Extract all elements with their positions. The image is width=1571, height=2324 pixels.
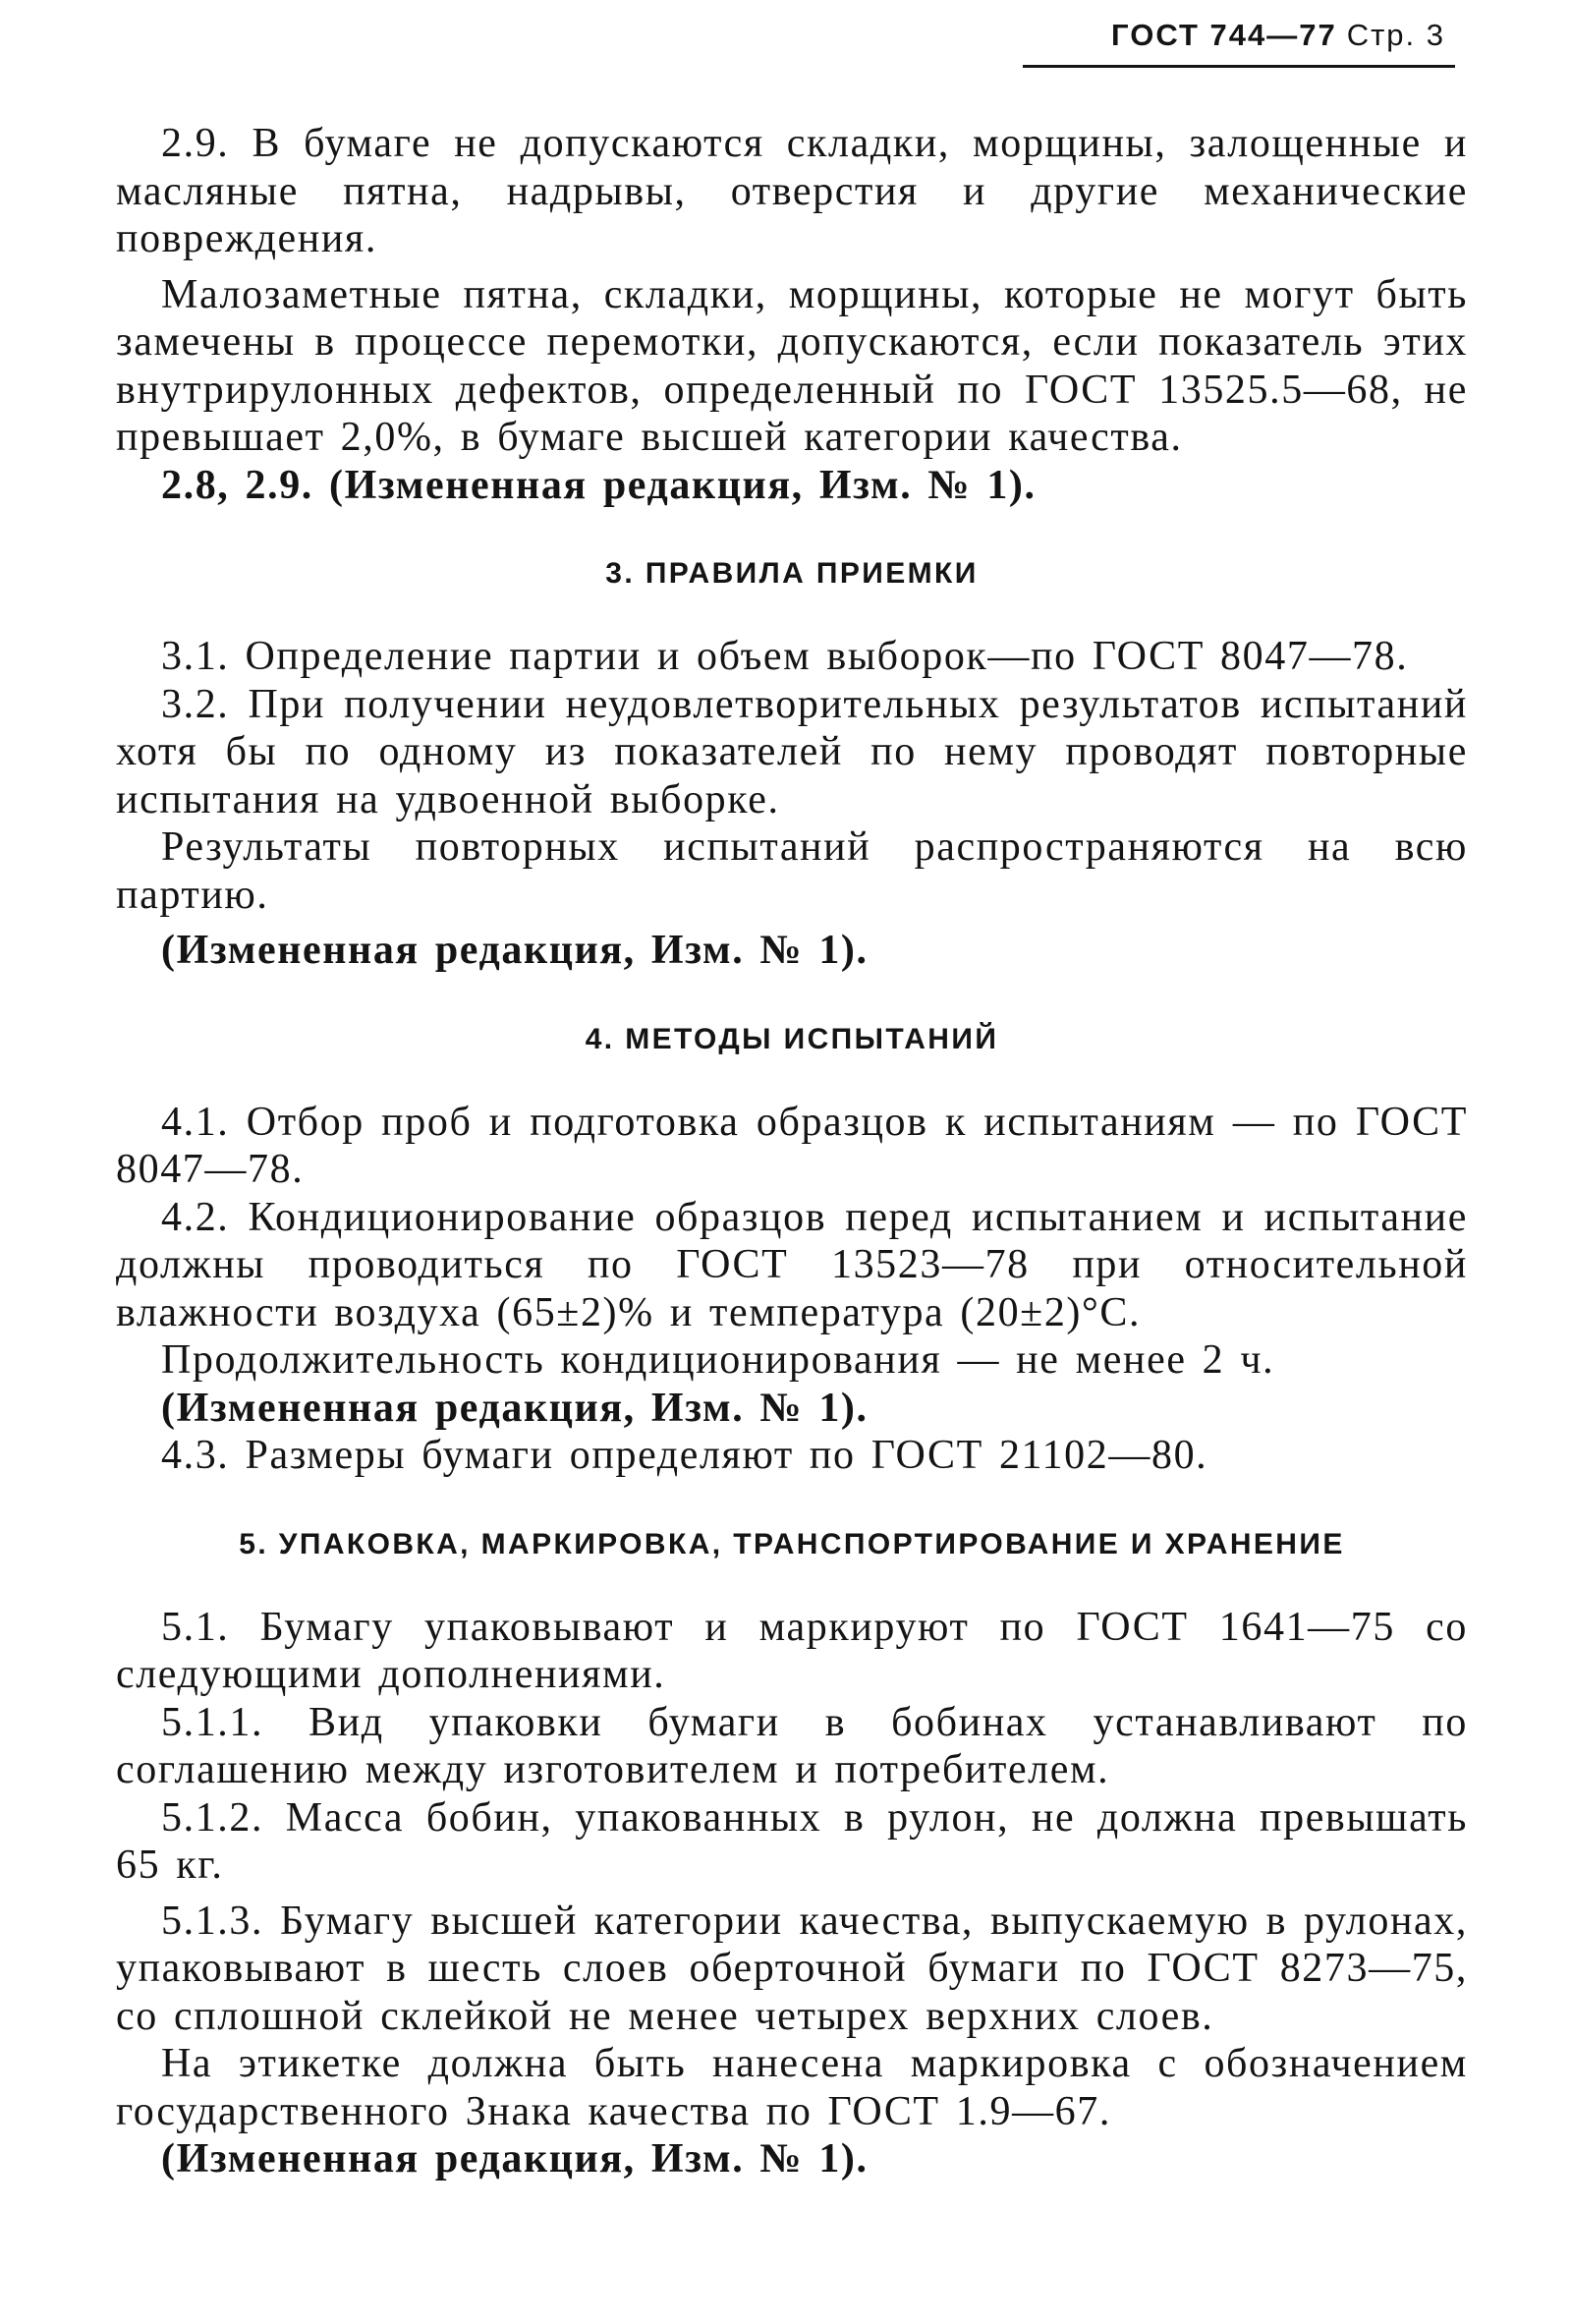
spacer [116, 509, 1468, 554]
document-body [116, 120, 1468, 2183]
paragraph-5-1-1: 5.1.1. Вид упаковки бумаги в бобинах устанавливают по соглашению между изготовителем и потребителем. [116, 1699, 1468, 1792]
spacer [116, 1564, 1468, 1604]
paragraph-2-9: 2.9. В бумаге не допускаются складки, морщины, залощенные и масляные пятна, надрывы, отверстия и другие механические повреждения. [116, 121, 1468, 261]
paragraph-4-2: 4.2. Кондиционирование образцов перед испытанием и испытание должны проводиться по ГОСТ 13523—78 при относительной влажности воздуха (65±2)% и температура (20±2)°С. [116, 1194, 1468, 1335]
spacer [116, 1059, 1468, 1099]
section-3-heading: 3. ПРАВИЛА ПРИЕМКИ [605, 557, 979, 590]
spacer [116, 594, 1468, 633]
section-4-heading: 4. МЕТОДЫ ИСПЫТАНИЙ [585, 1022, 999, 1055]
spacer [116, 975, 1468, 1020]
spacer [116, 1480, 1468, 1525]
page-number: Стр. 3 [1346, 18, 1445, 52]
paragraph-5-1-2: 5.1.2. Масса бобин, упакованных в рулон, не должна превышать 65 кг. [116, 1794, 1468, 1888]
paragraph-4-1: 4.1. Отбор проб и подготовка образцов к испытаниям — по ГОСТ 8047—78. [116, 1099, 1468, 1192]
amendment-note-section-5: (Измененная редакция, Изм. № 1). [161, 2136, 869, 2182]
amendment-note-section-3: (Измененная редакция, Изм. № 1). [161, 928, 869, 973]
paragraph-3-1: 3.1. Определение партии и объем выборок—по ГОСТ 8047—78. [161, 634, 1409, 679]
section-5-heading: 5. УПАКОВКА, МАРКИРОВКА, ТРАНСПОРТИРОВАНИЕ И ХРАНЕНИЕ [239, 1527, 1345, 1560]
amendment-note-section-4: (Измененная редакция, Изм. № 1). [161, 1385, 869, 1431]
paragraph-5-1-3: 5.1.3. Бумагу высшей категории качества, выпускаемую в рулонах, упаковывают в шесть слоев оберточной бумаги по ГОСТ 8273—75, со сплошной склейкой не менее четырех верхних слоев. [116, 1898, 1468, 2039]
paragraph-5-1-3-continued: На этикетке должна быть нанесена маркировка с обозначением государственного Знака качества по ГОСТ 1.9—67. [116, 2041, 1468, 2134]
paragraph-4-3: 4.3. Размеры бумаги определяют по ГОСТ 21102—80. [161, 1433, 1208, 1478]
paragraph-5-1: 5.1. Бумагу упаковывают и маркируют по ГОСТ 1641—75 со следующими дополнениями. [116, 1604, 1468, 1697]
paragraph-4-2-continued: Продолжительность кондиционирования — не менее 2 ч. [161, 1337, 1275, 1383]
document-number: ГОСТ 744—77 [1111, 18, 1337, 52]
paragraph-3-2: 3.2. При получении неудовлетворительных результатов испытаний хотя бы по одному из показателей по нему проводят повторные испытания на удвоенной выборке. [116, 681, 1468, 822]
paragraph-3-2-continued: Результаты повторных испытаний распространяются на всю партию. [116, 824, 1468, 918]
header-rule [1023, 65, 1455, 68]
running-header [1111, 18, 1445, 53]
amendment-note-2-8-2-9: 2.8, 2.9. (Измененная редакция, Изм. № 1). [161, 462, 1037, 508]
paragraph-2-9-continued: Малозаметные пятна, складки, морщины, которые не могут быть замечены в процессе перемотки, допускаются, если показатель этих внутрирулонных дефектов, определенный по ГОСТ 13525.5—68, не превышает 2,0%, в бумаге высшей категории качества. [116, 271, 1468, 460]
